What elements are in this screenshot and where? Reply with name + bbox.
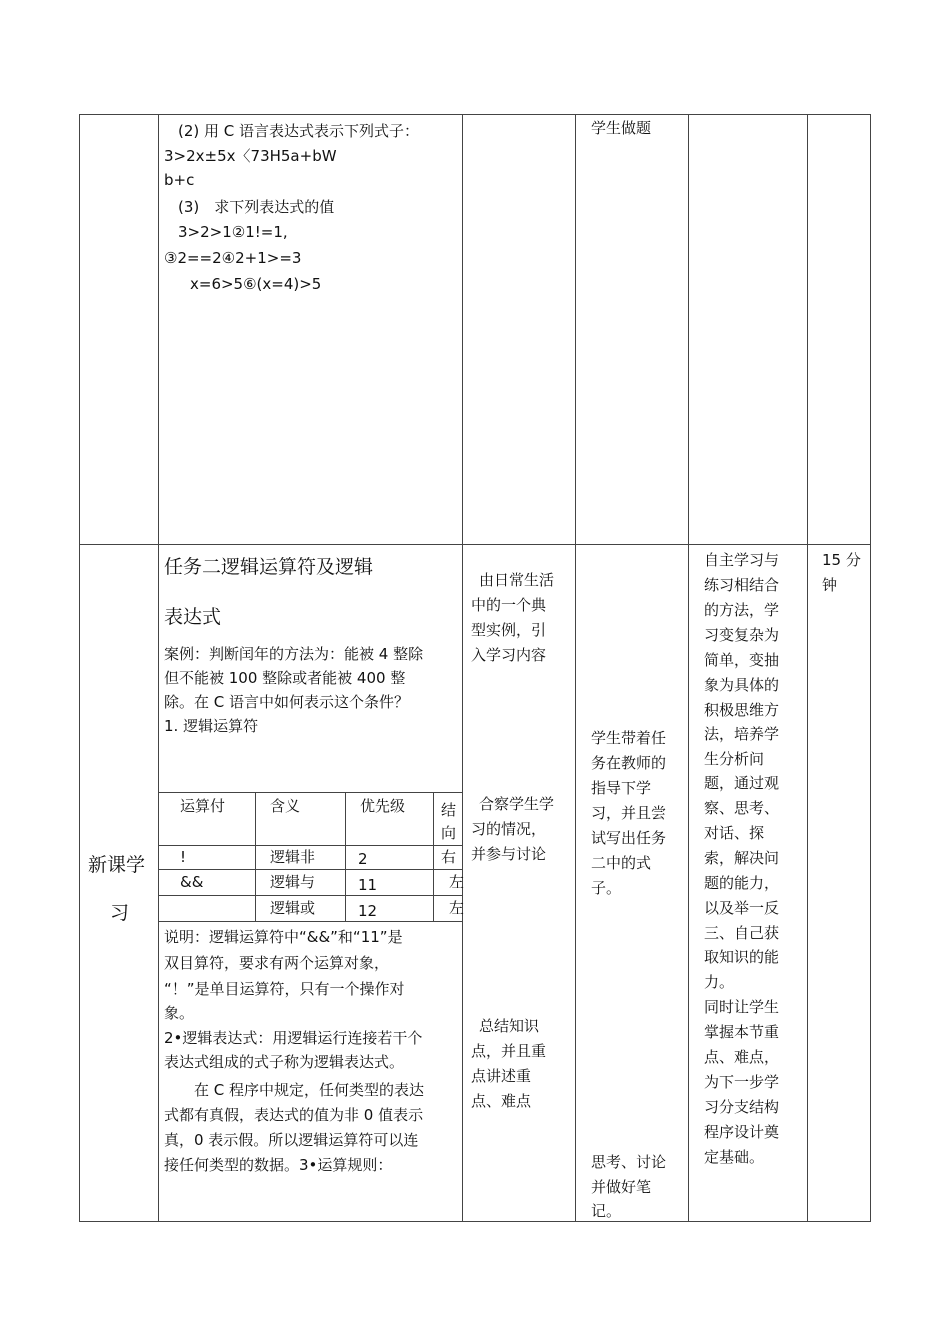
teacher-line: 型实例，引	[471, 621, 547, 639]
op-cell: &&	[180, 873, 204, 891]
col-border	[575, 114, 576, 1222]
intent-line: 简单，变抽	[704, 651, 780, 669]
intent-line: 取知识的能	[704, 948, 780, 966]
teacher-line: 合察学生学	[479, 795, 555, 813]
op-table-border	[433, 792, 434, 922]
intent-line: 积极思维方	[704, 701, 780, 719]
student-line: 习，并且尝	[591, 804, 667, 822]
stage-label: 新课学	[88, 854, 146, 876]
student-line: 并做好笔	[591, 1178, 652, 1196]
intent-line: 生分析问	[704, 750, 765, 768]
stage-label: 习	[110, 902, 130, 924]
student-line: 学生带着任	[591, 729, 667, 747]
intent-line: 题的能力，	[704, 874, 780, 892]
op-cell: 逻辑或	[270, 899, 316, 917]
teacher-line: 中的一个典	[471, 596, 547, 614]
question-3-expr: ③2==2④2+1>=3	[164, 249, 302, 267]
note-line: 式都有真假，表达式的值为非 0 值表示	[164, 1106, 424, 1124]
intent-line: 法，培养学	[704, 725, 780, 743]
op-cell: 12	[358, 902, 378, 920]
student-line: 务在教师的	[591, 754, 667, 772]
col-border	[79, 114, 80, 1222]
row1-student-activity: 学生做题	[591, 119, 652, 137]
teacher-line: 点、难点	[471, 1092, 532, 1110]
question-2-expr: b+c	[164, 171, 195, 189]
note-line: 象。	[164, 1004, 195, 1022]
intent-line: 为下一步学	[704, 1073, 780, 1091]
op-table-border	[255, 792, 256, 922]
question-3-expr: 3>2>1②1!=1,	[178, 223, 288, 241]
student-line: 记。	[591, 1202, 622, 1220]
case-line: 案例：判断闰年的方法为：能被 4 整除	[164, 645, 424, 663]
intent-line: 习分支结构	[704, 1098, 780, 1116]
op-table-border	[345, 792, 346, 922]
intent-line: 索，解决问	[704, 849, 780, 867]
student-line: 子。	[591, 879, 622, 897]
intent-line: 象为具体的	[704, 676, 780, 694]
student-line: 思考、讨论	[591, 1153, 667, 1171]
table-top-border	[79, 114, 871, 115]
intent-line: 察、思考、	[704, 799, 780, 817]
intent-line: 三、自己获	[704, 924, 780, 942]
task-title: 任务二逻辑运算符及逻辑	[164, 556, 374, 578]
col-border	[688, 114, 689, 1222]
teacher-line: 点讲述重	[471, 1067, 532, 1085]
op-cell: 左	[449, 899, 465, 917]
op-header: 运算付	[180, 797, 226, 815]
op-table-border	[159, 845, 462, 846]
note-line: 在 C 程序中规定，任何类型的表达	[164, 1081, 425, 1099]
op-header: 含义	[270, 797, 301, 815]
op-header: 优先级	[360, 797, 406, 815]
intent-line: 力。	[704, 973, 735, 991]
intent-line: 掌握本节重	[704, 1023, 780, 1041]
table-bottom-border	[79, 1221, 871, 1222]
intent-line: 定基础。	[704, 1148, 765, 1166]
op-cell: 11	[358, 876, 378, 894]
row-divider	[79, 544, 871, 545]
col-border	[158, 114, 159, 1222]
student-line: 二中的式	[591, 854, 652, 872]
op-table-border	[159, 869, 462, 870]
intent-line: 点、难点，	[704, 1048, 780, 1066]
intent-line: 以及举一反	[704, 899, 780, 917]
case-line: 除。在 C 语言中如何表示这个条件？	[164, 693, 410, 711]
op-table-border	[159, 895, 462, 896]
intent-line: 程序设计奠	[704, 1123, 780, 1141]
student-line: 试写出任务	[591, 829, 667, 847]
op-header: 结	[441, 801, 457, 819]
intent-line: 同时让学生	[704, 998, 780, 1016]
teacher-line: 由日常生活	[479, 571, 555, 589]
note-line: 表达式组成的式子称为逻辑表达式。	[164, 1053, 405, 1071]
intent-line: 对话、探	[704, 824, 765, 842]
intent-line: 题，通过观	[704, 774, 780, 792]
case-line: 但不能被 100 整除或者能被 400 整	[164, 669, 406, 687]
col-border	[870, 114, 871, 1222]
question-2-expr: 3>2x±5x〈73H5a+bW	[164, 147, 337, 165]
note-line: 真，0 表示假。所以逻辑运算符可以连	[164, 1131, 419, 1149]
note-line: 2•逻辑表达式：用逻辑运行连接若干个	[164, 1029, 423, 1047]
task-title: 表达式	[164, 606, 222, 628]
col-border	[807, 114, 808, 1222]
intent-line: 自主学习与	[704, 551, 780, 569]
question-3-expr: x=6>5⑥(x=4)>5	[190, 275, 322, 293]
col-border	[462, 114, 463, 1222]
op-cell: 逻辑非	[270, 848, 316, 866]
intent-line: 的方法，学	[704, 601, 780, 619]
question-2: (2) 用 C 语言表达式表示下列式子：	[178, 122, 420, 140]
time-allocation: 钟	[822, 576, 838, 594]
op-cell: !	[180, 848, 187, 866]
time-allocation: 15 分	[822, 551, 861, 569]
student-line: 指导下学	[591, 779, 652, 797]
teacher-line: 点，并且重	[471, 1042, 547, 1060]
op-header: 向	[441, 824, 457, 842]
teacher-line: 入学习内容	[471, 646, 547, 664]
teacher-line: 总结知识	[479, 1017, 540, 1035]
teacher-line: 习的情况，	[471, 820, 547, 838]
note-line: 双目算符，要求有两个运算对象，	[164, 954, 390, 972]
op-cell: 右	[441, 848, 457, 866]
op-cell: 左	[449, 873, 465, 891]
note-line: “！”是单目运算符，只有一个操作对	[164, 980, 405, 998]
intent-line: 练习相结合	[704, 576, 780, 594]
op-cell: 逻辑与	[270, 873, 316, 891]
op-table-border	[159, 792, 462, 793]
op-table-border	[159, 921, 462, 922]
section-heading: 1. 逻辑运算符	[164, 717, 259, 735]
teacher-line: 并参与讨论	[471, 845, 547, 863]
question-3: (3) 求下列表达式的值	[178, 198, 335, 216]
op-cell: 2	[358, 850, 368, 868]
note-line: 接任何类型的数据。3•运算规则：	[164, 1156, 393, 1174]
intent-line: 习变复杂为	[704, 626, 780, 644]
note-line: 说明：逻辑运算符中“&&”和“11”是	[164, 928, 403, 946]
